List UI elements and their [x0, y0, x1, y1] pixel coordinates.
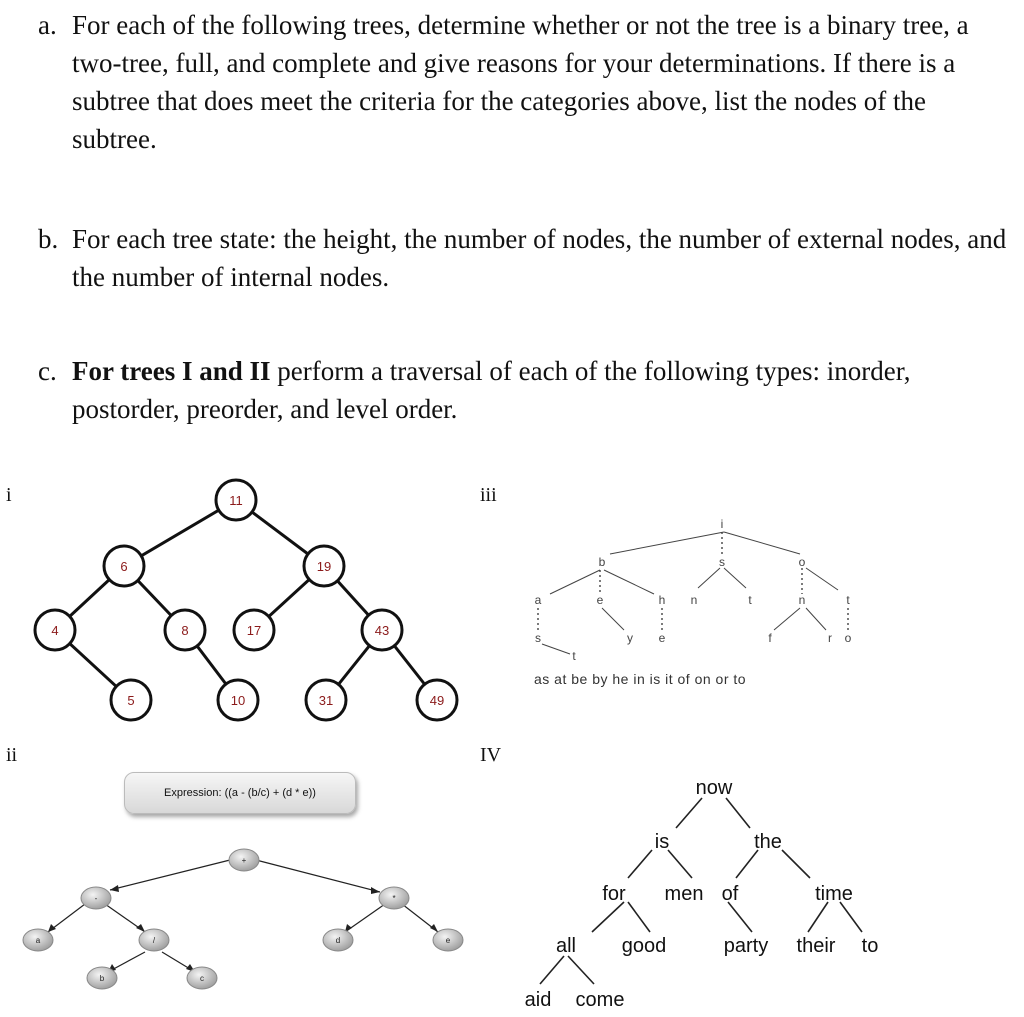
tree-iv-word: time — [815, 883, 853, 905]
trie-letter: i — [720, 517, 724, 531]
trie-letter: n — [690, 593, 698, 607]
svg-text:*: * — [392, 894, 396, 903]
tree-ii-node-e — [433, 929, 463, 951]
tree-i-node-label: 17 — [246, 623, 262, 638]
tree-ii-node-minus — [81, 887, 111, 909]
question-b-text: For each tree state: the height, the number of nodes, the number of external nodes, and the number of internal nodes. — [72, 224, 1007, 292]
question-b-label: b. — [38, 224, 59, 254]
question-c-text: perform a traversal of each of the following types: inorder, postorder, preorder, and level order. — [72, 356, 911, 424]
tree-ii-node-b — [87, 967, 117, 989]
tree-i-node-label: 11 — [229, 493, 243, 508]
trie-letter: n — [798, 593, 806, 607]
tree-i-diagram — [0, 470, 480, 730]
tree-i-node-6 — [104, 546, 144, 586]
trie-letter: t — [572, 649, 576, 663]
svg-text:+: + — [241, 856, 247, 865]
tree-i-node-11 — [216, 480, 256, 520]
trie-letter: y — [627, 631, 633, 645]
tree-label-i: i — [6, 484, 12, 506]
trie-letter: r — [828, 631, 832, 645]
tree-i-node-4 — [35, 610, 75, 650]
svg-text:/: / — [152, 936, 156, 945]
svg-text:-: - — [94, 894, 98, 903]
trie-letter: o — [844, 631, 852, 645]
trie-letter: s — [719, 555, 725, 569]
trie-letter: t — [748, 593, 752, 607]
tree-i-node-label: 4 — [51, 623, 59, 638]
tree-ii-node-times — [379, 887, 409, 909]
tree-label-ii: ii — [6, 744, 18, 766]
tree-i-node-label: 5 — [127, 693, 135, 708]
tree-iv-word: aid — [524, 989, 552, 1011]
trie-letter: f — [768, 631, 772, 645]
tree-label-iii: iii — [480, 484, 497, 506]
tree-iv-word: of — [721, 883, 739, 905]
trie-letter: b — [598, 555, 606, 569]
trie-letter: o — [798, 555, 806, 569]
tree-iv-word: is — [654, 831, 670, 853]
tree-iv-word: their — [796, 935, 836, 957]
trie-letter: t — [846, 593, 850, 607]
tree-iv-word: come — [575, 989, 625, 1011]
tree-ii-node-divide — [139, 929, 169, 951]
trie-letter: a — [534, 593, 542, 607]
tree-iv-word: for — [602, 883, 626, 905]
tree-iv-diagram — [510, 770, 910, 1015]
tree-iv-word: good — [621, 935, 667, 957]
question-a-label: a. — [38, 10, 57, 40]
tree-i-node-19 — [304, 546, 344, 586]
tree-i-edges — [55, 500, 437, 700]
trie-letter: e — [596, 593, 604, 607]
tree-ii-node-plus — [229, 849, 259, 871]
tree-i-node-label: 43 — [374, 623, 390, 638]
tree-iv-word: now — [695, 777, 733, 799]
trie-word-list: as at be by he in is it of on or to — [534, 671, 747, 687]
tree-ii-node-a — [23, 929, 53, 951]
tree-i-node-43 — [362, 610, 402, 650]
svg-text:c: c — [200, 974, 204, 983]
question-c-bold: For trees I and II — [72, 356, 271, 386]
tree-ii-diagram — [0, 840, 480, 1000]
tree-i-node-label: 31 — [318, 693, 334, 708]
tree-label-iv: IV — [480, 744, 502, 766]
trie-letter: h — [658, 593, 666, 607]
tree-i-node-31 — [306, 680, 346, 720]
question-c-body — [72, 352, 1007, 428]
svg-text:b: b — [99, 974, 105, 983]
tree-ii-node-d — [323, 929, 353, 951]
tree-iv-word: men — [664, 883, 704, 905]
tree-i-node-label: 19 — [316, 559, 332, 574]
tree-i-node-label: 6 — [120, 559, 128, 574]
tree-iv-word: the — [754, 831, 782, 853]
tree-ii-node-c — [187, 967, 217, 989]
tree-i-node-5 — [111, 680, 151, 720]
question-c-label: c. — [38, 356, 57, 386]
expression-box: Expression: ((a - (b/c) + (d * e)) — [124, 772, 356, 814]
question-a-text: For each of the following trees, determine whether or not the tree is a binary tree, a two-tree, full, and complete and give reasons for your determinations. If there is a subtree that does meet the criteria for the categories above, list the nodes of the subtree. — [72, 10, 969, 154]
svg-text:d: d — [335, 936, 341, 945]
svg-text:e: e — [445, 936, 451, 945]
tree-i-node-49 — [417, 680, 457, 720]
tree-iv-word: all — [555, 935, 577, 957]
tree-i-node-label: 8 — [181, 623, 189, 638]
trie-letter: e — [658, 631, 666, 645]
tree-i-node-8 — [165, 610, 205, 650]
tree-i-node-10 — [218, 680, 258, 720]
tree-iv-word: to — [861, 935, 879, 957]
tree-i-node-label: 10 — [230, 693, 246, 708]
tree-iii-diagram — [520, 510, 880, 710]
trie-letter: s — [535, 631, 541, 645]
tree-iv-word: party — [723, 935, 769, 957]
tree-i-node-label: 49 — [429, 693, 445, 708]
svg-text:a: a — [35, 936, 41, 945]
tree-i-node-17 — [234, 610, 274, 650]
